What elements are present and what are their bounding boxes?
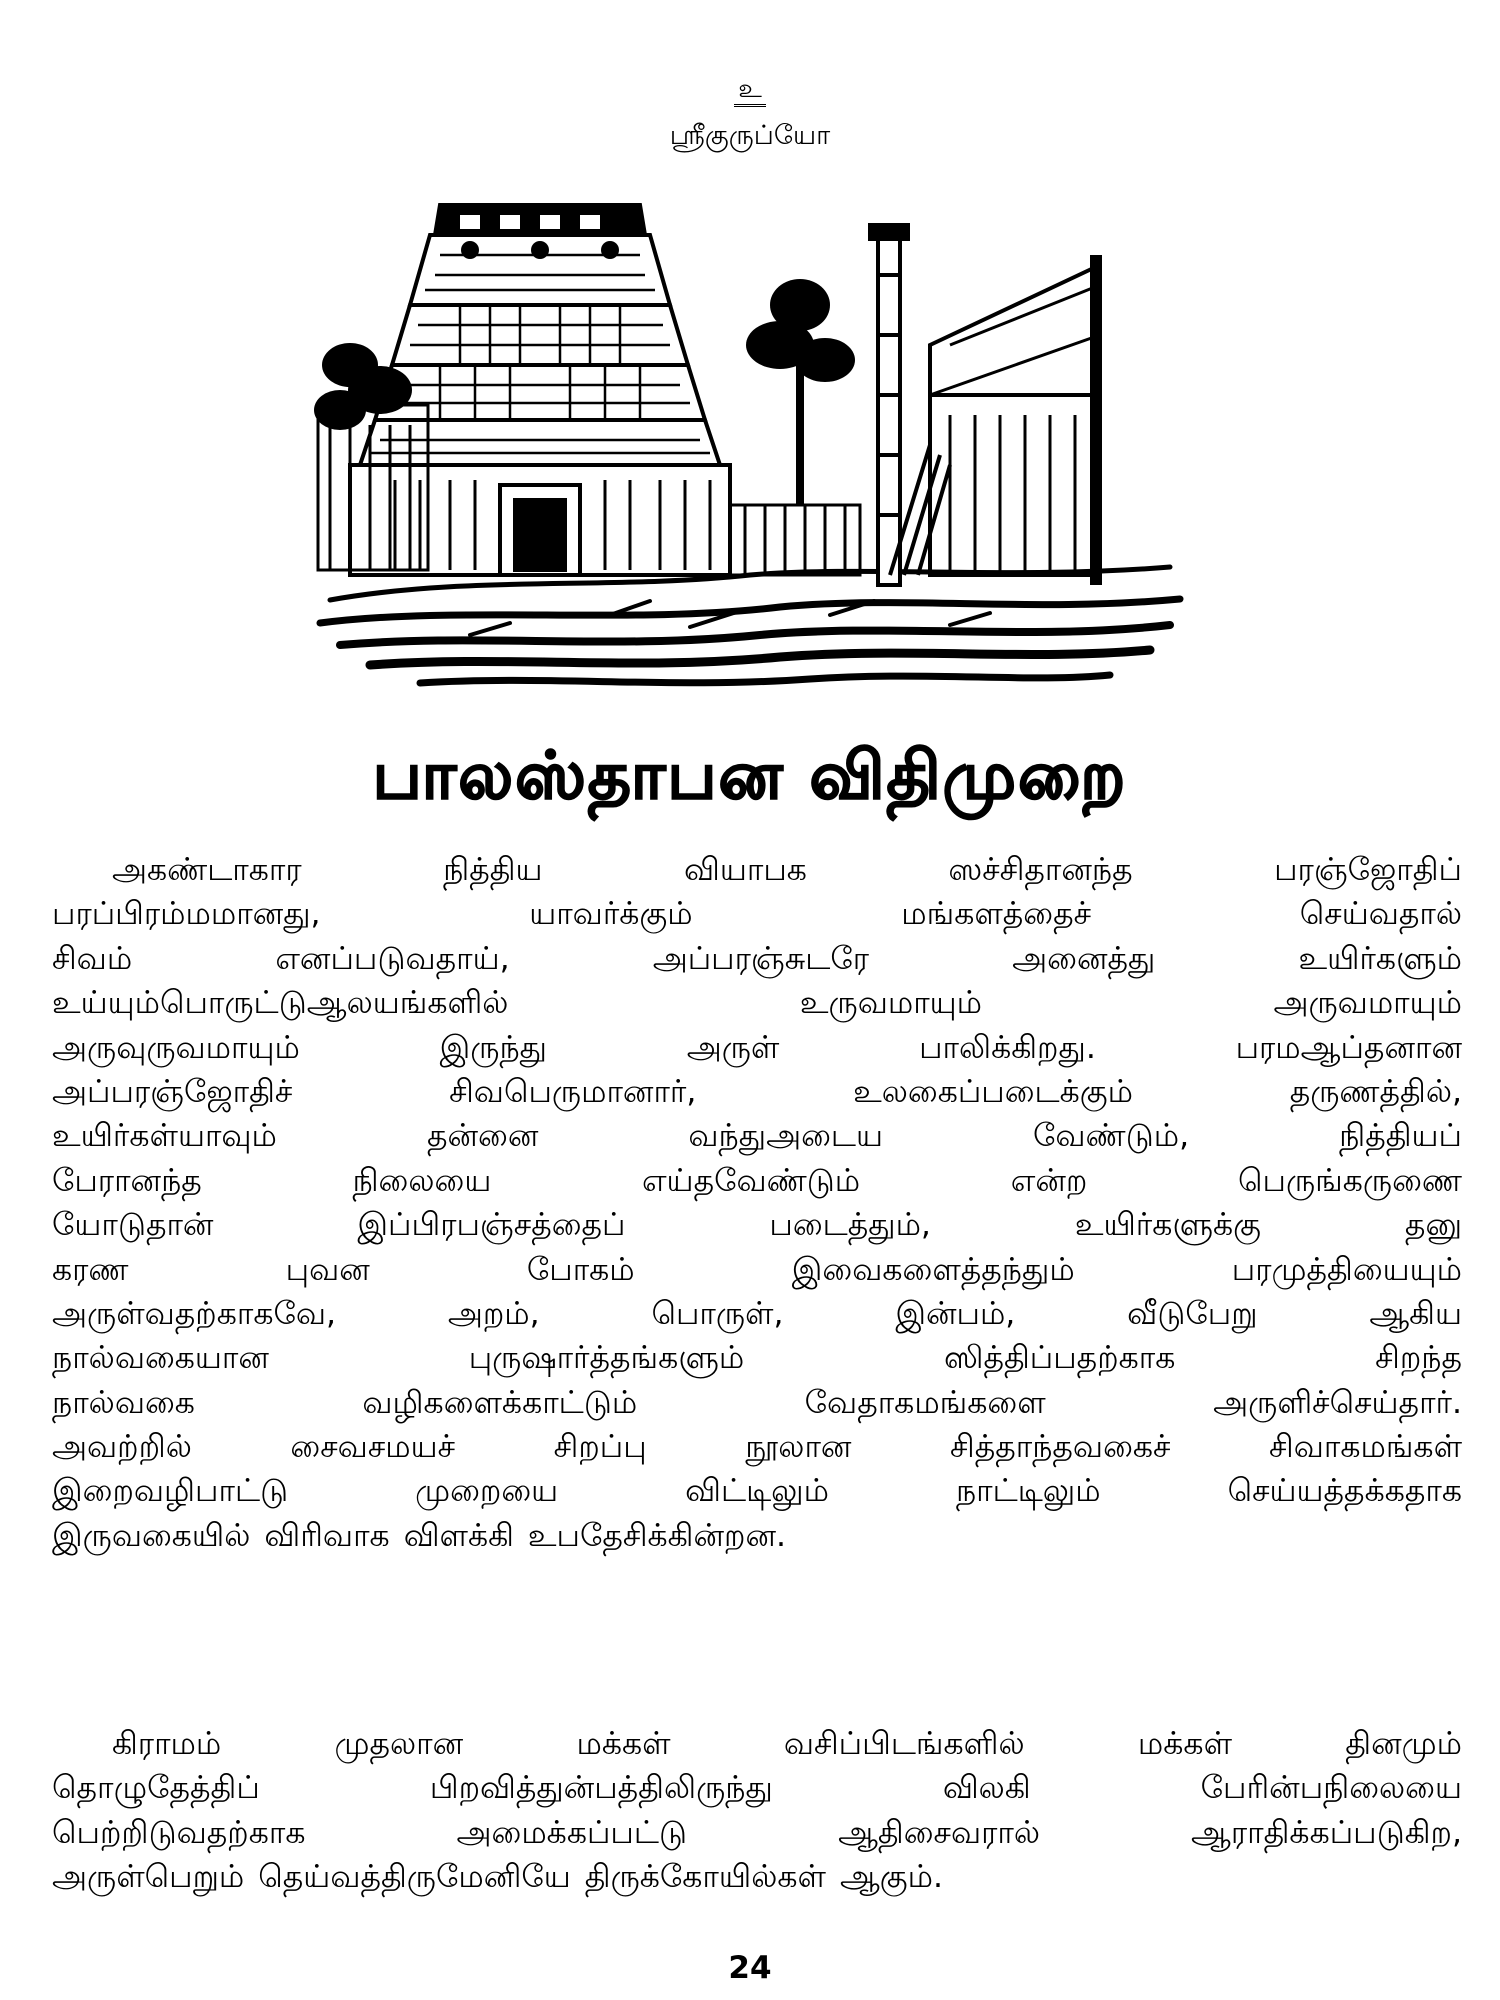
paragraph-line: அவற்றில் சைவசமயச் சிறப்பு நூலான சித்தாந்தவகைச் சிவாகமங்கள் xyxy=(52,1429,1462,1466)
paragraph-1 xyxy=(52,848,1462,1558)
paragraph-line: பேரானந்த நிலையை எய்தவேண்டும் என்ற பெருங்கருணை xyxy=(52,1162,1462,1199)
paragraph-line: பெற்றிடுவதற்காக அமைக்கப்பட்டு ஆதிசைவரால் ஆராதிக்கப்படுகிற, xyxy=(52,1814,1462,1851)
paragraph-line: பரப்பிரம்மமானது, யாவர்க்கும் மங்களத்தைச் செய்வதால் xyxy=(52,896,1462,933)
page-number: 24 xyxy=(728,1950,772,1986)
paragraph-line: யோடுதான் இப்பிரபஞ்சத்தைப் படைத்தும், உயிர்களுக்கு தனு xyxy=(52,1207,1462,1244)
paragraph-line: அருள்வதற்காகவே, அறம், பொருள், இன்பம், வீடுபேறு ஆகிய xyxy=(52,1295,1462,1332)
header-blessing: ஸ்ரீகுருப்யோ xyxy=(669,120,831,151)
paragraph-line: சிவம் எனப்படுவதாய், அப்பரஞ்சுடரே அனைத்து உயிர்களும் xyxy=(52,940,1462,977)
paragraph-line: நால்வகையான புருஷார்த்தங்களும் ஸித்திப்பதற்காக சிறந்த xyxy=(52,1340,1462,1377)
temple-gopuram-illustration xyxy=(310,195,1190,695)
paragraph-line: தொழுதேத்திப் பிறவித்துன்பத்திலிருந்து விலகி பேரின்பநிலையை xyxy=(52,1770,1462,1807)
paragraph-line: இறைவழிபாட்டு முறையை விட்டிலும் நாட்டிலும் செய்யத்தக்கதாக xyxy=(52,1473,1462,1510)
paragraph-line: கிராமம் முதலான மக்கள் வசிப்பிடங்களில் மக்கள் தினமும் xyxy=(112,1726,1462,1762)
paragraph-2 xyxy=(52,1722,1462,1900)
paragraph-line: உயிர்கள்யாவும் தன்னை வந்துஅடைய வேண்டும், நித்தியப் xyxy=(52,1118,1462,1155)
pillaiyar-suzhi-mark: உ xyxy=(0,72,1500,106)
paragraph-line: அருள்பெறும் தெய்வத்திருமேனியே திருக்கோயில்கள் ஆகும். xyxy=(52,1859,943,1896)
paragraph-line: கரண புவன போகம் இவைகளைத்தந்தும் பரமுத்தியையும் xyxy=(52,1251,1462,1288)
paragraph-line: அகண்டாகார நித்திய வியாபக ஸச்சிதானந்த பரஞ்ஜோதிப் xyxy=(112,852,1462,888)
page-title: பாலஸ்தாபன விதிமுறை xyxy=(372,737,1128,814)
paragraph-line: அருவுருவமாயும் இருந்து அருள் பாலிக்கிறது. பரமஆப்தனான xyxy=(52,1029,1462,1066)
paragraph-line: உய்யும்பொருட்டுஆலயங்களில் உருவமாயும் அருவமாயும் xyxy=(52,985,1462,1022)
paragraph-line: அப்பரஞ்ஜோதிச் சிவபெருமானார், உலகைப்படைக்கும் தருணத்தில், xyxy=(52,1073,1462,1110)
paragraph-line: நால்வகை வழிகளைக்காட்டும் வேதாகமங்களை அருளிச்செய்தார். xyxy=(52,1384,1462,1421)
paragraph-line: இருவகையில் விரிவாக விளக்கி உபதேசிக்கின்றன. xyxy=(52,1517,787,1554)
